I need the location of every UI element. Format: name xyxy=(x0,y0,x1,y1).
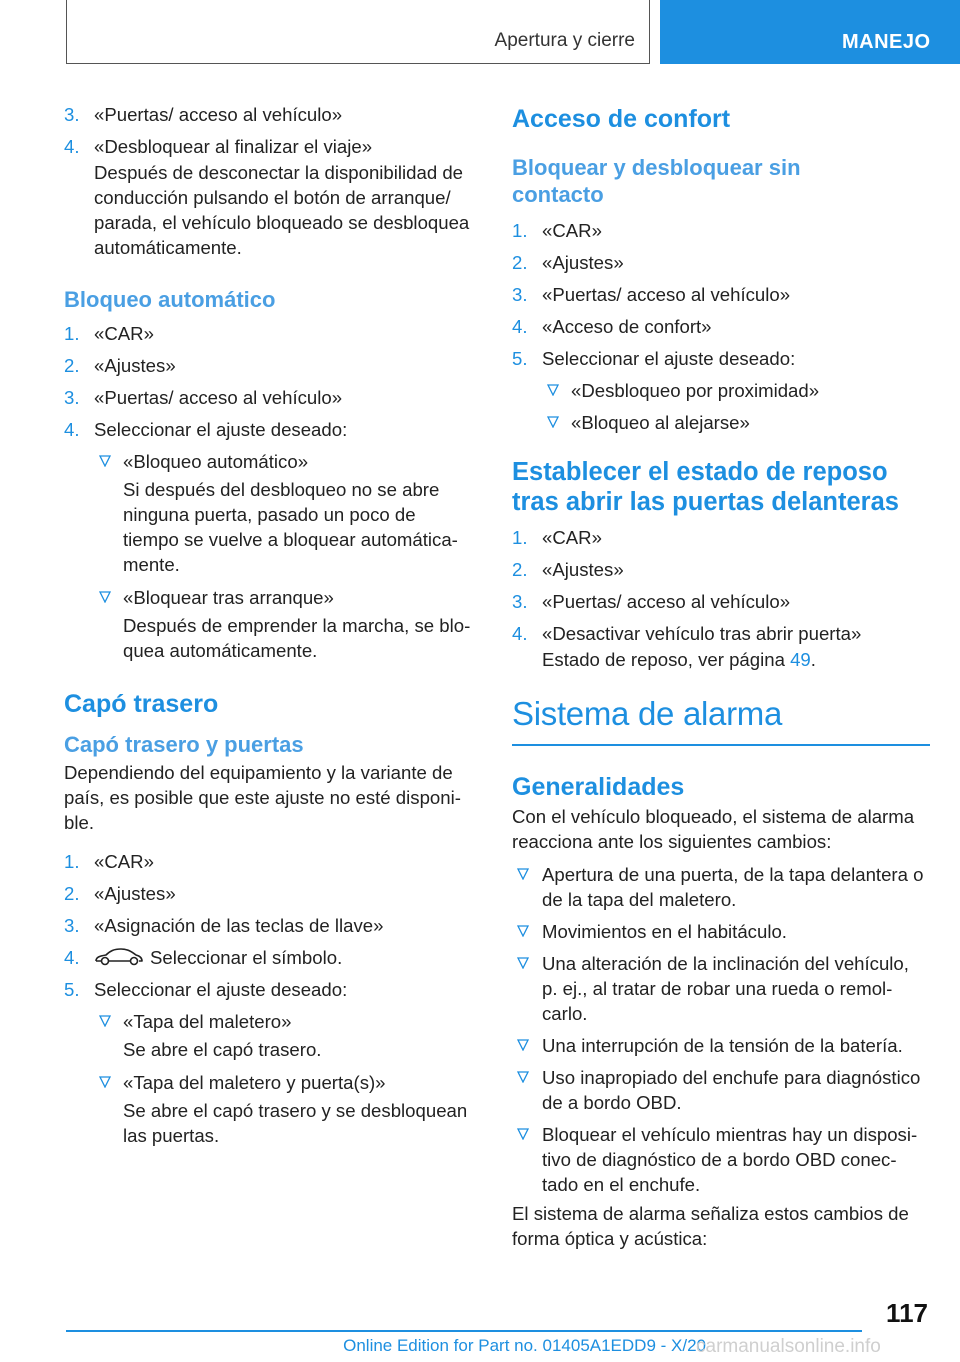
triangle-bullet-icon xyxy=(517,957,529,969)
triangle-bullet-icon xyxy=(517,925,529,937)
option-description: Se abre el capó trasero y se desbloquean las puertas. xyxy=(123,1100,468,1146)
paragraph: Con el vehículo bloqueado, el sistema de alarma reacciona ante los siguientes cambios: xyxy=(512,806,915,852)
heading-bloqueo-automatico: Bloqueo automático xyxy=(64,287,276,312)
triangle-bullet-icon xyxy=(547,384,559,396)
list-item: 2. «Ajustes» xyxy=(64,883,176,904)
bullet-item: «Tapa del maletero» xyxy=(64,1009,482,1034)
page-number: 117 xyxy=(886,1298,928,1328)
heading-estado-reposo: Establecer el estado de reposo tras abrir las puertas delanteras xyxy=(512,458,899,516)
car-key-icon xyxy=(94,947,144,967)
option-description: Si después del desbloqueo no se abre ninguna puerta, pasado un poco de tiempo se vuelve a bloquear automática- mente. xyxy=(123,479,458,575)
chapter-tab xyxy=(660,0,960,64)
option-description: Después de emprender la marcha, se blo- quea automáticamente. xyxy=(123,615,471,661)
bullet-item: «Desbloqueo por proximidad» xyxy=(512,378,930,403)
bullet-item: Movimientos en el habitáculo. xyxy=(512,919,930,944)
triangle-bullet-icon xyxy=(517,1128,529,1140)
triangle-bullet-icon xyxy=(99,1076,111,1088)
list-item: 2. «Ajustes» xyxy=(64,355,176,376)
list-item: 5. Seleccionar el ajuste deseado: xyxy=(512,348,796,369)
list-item: 4. Seleccionar el ajuste deseado: xyxy=(64,419,348,440)
heading-sistema-alarma: Sistema de alarma xyxy=(512,695,783,732)
list-item: 5. Seleccionar el ajuste deseado: xyxy=(64,979,348,1000)
step-description: Estado de reposo, ver página 49. xyxy=(542,649,816,670)
bullet-item: Uso inapropiado del enchufe para diagnóstico de a bordo OBD. xyxy=(512,1065,930,1115)
bullet-item: «Bloqueo al alejarse» xyxy=(512,410,930,435)
footer-rule xyxy=(66,1330,862,1332)
heading-capo-trasero-puertas: Capó trasero y puertas xyxy=(64,732,304,757)
triangle-bullet-icon xyxy=(99,591,111,603)
list-item: 4. Seleccionar el símbolo. xyxy=(64,947,343,968)
triangle-bullet-icon xyxy=(517,868,529,880)
list-item: 3. «Puertas/ acceso al vehículo» xyxy=(64,387,343,408)
list-item: 4. «Acceso de confort» xyxy=(512,316,712,337)
option-description: Se abre el capó trasero. xyxy=(123,1039,322,1060)
paragraph: El sistema de alarma señaliza estos cambios de forma óptica y acústica: xyxy=(512,1203,909,1249)
heading-bloquear-sin-contacto: Bloquear y desbloquear sin contacto xyxy=(512,155,801,207)
list-item: 3. «Puertas/ acceso al vehículo» xyxy=(512,284,791,305)
bullet-item: Apertura de una puerta, de la tapa delantera o de la tapa del maletero. xyxy=(512,862,930,912)
heading-acceso-confort: Acceso de confort xyxy=(512,105,731,133)
paragraph: Dependiendo del equipamiento y la variante de país, es posible que este ajuste no esté disponi- ble. xyxy=(64,762,461,833)
list-item: 4. «Desactivar vehículo tras abrir puerta» xyxy=(512,623,862,644)
heading-capo-trasero: Capó trasero xyxy=(64,690,219,718)
section-title: Apertura y cierre xyxy=(494,30,635,51)
page-reference-link[interactable]: 49 xyxy=(790,649,811,670)
triangle-bullet-icon xyxy=(99,455,111,467)
list-item: 2. «Ajustes» xyxy=(512,252,624,273)
bullet-item: Bloquear el vehículo mientras hay un disposi- tivo de diagnóstico de a bordo OBD conec- tado en el enchufe. xyxy=(512,1122,930,1197)
list-item: 2. «Ajustes» xyxy=(512,559,624,580)
bullet-item: Una interrupción de la tensión de la batería. xyxy=(512,1033,930,1058)
right-column xyxy=(512,102,930,1259)
triangle-bullet-icon xyxy=(517,1071,529,1083)
watermark: carmanualsonline.info xyxy=(696,1336,881,1357)
chapter-title: MANEJO xyxy=(842,31,931,53)
bullet-item: Una alteración de la inclinación del vehículo, p. ej., al tratar de robar una rueda o remol- carlo. xyxy=(512,951,930,1026)
list-item: 4. «Desbloquear al finalizar el viaje» xyxy=(64,136,373,157)
heading-generalidades: Generalidades xyxy=(512,773,685,801)
edition-text: Online Edition for Part no. 01405A1EDD9 - X/20 xyxy=(343,1336,706,1355)
heading-rule xyxy=(512,744,930,746)
bullet-item: «Tapa del maletero y puerta(s)» xyxy=(64,1070,482,1095)
list-item: 1. «CAR» xyxy=(512,220,602,241)
list-item: 3. «Puertas/ acceso al vehículo» xyxy=(512,591,791,612)
step-description: Después de desconectar la disponibilidad de conducción pulsando el botón de arranque/ parada, el vehículo bloqueado se desbloquea automáticamente. xyxy=(94,162,470,258)
bullet-item: «Bloquear tras arranque» xyxy=(64,585,482,610)
list-item: 3. «Asignación de las teclas de llave» xyxy=(64,915,384,936)
list-item: 1. «CAR» xyxy=(512,527,602,548)
list-item: 1. «CAR» xyxy=(64,323,154,344)
left-column xyxy=(64,102,482,1156)
header-section-tab xyxy=(66,0,650,64)
triangle-bullet-icon xyxy=(517,1039,529,1051)
list-item: 3. «Puertas/ acceso al vehículo» xyxy=(64,104,343,125)
triangle-bullet-icon xyxy=(547,416,559,428)
triangle-bullet-icon xyxy=(99,1015,111,1027)
list-item: 1. «CAR» xyxy=(64,851,154,872)
bullet-item: «Bloqueo automático» xyxy=(64,449,482,474)
